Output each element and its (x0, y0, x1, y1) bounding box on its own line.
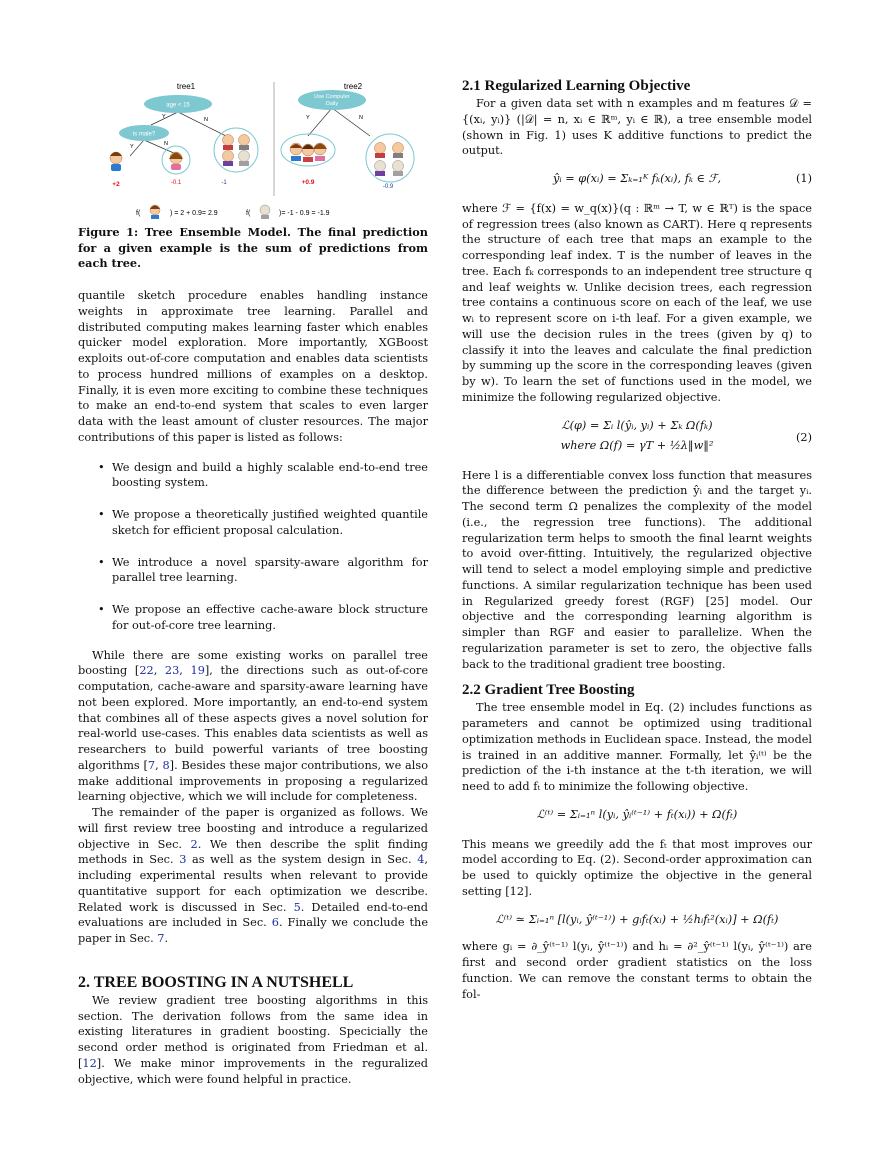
citation-link[interactable]: 12 (82, 1056, 97, 1070)
equation-2: ℒ(φ) = Σᵢ l(ŷᵢ, yᵢ) + Σₖ Ω(fₖ) where Ω(f) = γT + ½λ‖w‖² (2) (560, 418, 812, 452)
svg-text:Y: Y (306, 115, 310, 121)
leaf-score-1: +2 (112, 181, 120, 188)
section-link[interactable]: 4 (417, 853, 425, 867)
formula-boy-icon (150, 205, 160, 219)
left-column (78, 0, 428, 1155)
leaf-score-3: -1 (221, 180, 227, 186)
paragraph-organization: The remainder of the paper is organized as follows. We will first review tree boosting and introduce a regularized objective in Sec. 2. We then describe the split finding methods in Sec. 3 as well as the system design in Sec. 4, including experimental results when relevant to provide quantitative support for each optimization we describe. Related work is discussed in Sec. 5. Detailed end-to-end evaluations are included in Sec. 6. Finally we conclude the paper in Sec. 7. (78, 806, 429, 945)
svg-text:Y: Y (130, 144, 134, 150)
paragraph-greedy: This means we greedily add the fₜ that most improves our model according to Eq. (2). Second-order approximation can be used to quickly optimize the objective in the general setting [12]. (462, 837, 812, 898)
list-item: • We propose an effective cache-aware block structure for out-of-core tree learning. (78, 602, 428, 634)
tree2-root-node (298, 90, 366, 110)
paragraph-dataset: For a given data set with n examples and m features 𝒟 = {(xᵢ, yᵢ)} (|𝒟| = n, xᵢ ∈ ℝᵐ, yᵢ ∈ ℝ), a tree ensemble model (shown in Fig. 1) uses K additive functions to predict the output. (462, 97, 812, 158)
leaf-score-5: -0.9 (382, 184, 394, 190)
list-item: • We propose a theoretically justified weighted quantile sketch for efficient proposal calculation. (78, 507, 428, 539)
leaf-score-2: -0.1 (170, 180, 182, 186)
svg-text:age < 15: age < 15 (166, 102, 190, 109)
citation-link[interactable]: 19 (190, 664, 205, 678)
section-link[interactable]: 6 (271, 916, 279, 930)
formula-left-prefix: f( (136, 210, 141, 217)
tree-ensemble-figure (98, 78, 428, 230)
section-link[interactable]: 2 (190, 837, 198, 851)
citation-link[interactable]: 22 (139, 664, 154, 678)
equation-1: ŷᵢ = φ(xᵢ) = Σₖ₌₁ᴷ fₖ(xᵢ), fₖ ∈ ℱ, (1) (552, 172, 812, 185)
section-link[interactable]: 5 (293, 900, 301, 914)
svg-text:N: N (359, 115, 363, 121)
figure-caption: Figure 1: Tree Ensemble Model. The final prediction for a given example is the sum of predictions from each tree. (78, 225, 428, 270)
svg-text:is male?: is male? (132, 131, 156, 138)
contributions-list (78, 460, 428, 634)
subsection-heading-2-1: 2.1 Regularized Learning Objective (462, 78, 691, 94)
paragraph-related: While there are some existing works on parallel tree boosting [22, 23, 19], the directions such as out-of-core computation, cache-aware and sparsity-aware learning have not been explored. More importantly, an end-to-end system that combines all of these aspects gives a novel solution for real-world use-cases. This enables data scientists as well as researchers to build powerful variants of tree boosting algorithms [7, 8]. Besides these major contributions, we also make additional improvements in proposing a regularized learning objective, which we will include for completeness. (78, 648, 429, 804)
paragraph-gradients: where gᵢ = ∂_ŷ⁽ᵗ⁻¹⁾ l(yᵢ, ŷ⁽ᵗ⁻¹⁾) and hᵢ = ∂²_ŷ⁽ᵗ⁻¹⁾ l(yᵢ, ŷ⁽ᵗ⁻¹⁾) are first and second order gradient statistics on the loss function. We can remove the constant terms to obtain the fol- (462, 940, 812, 1001)
paragraph-regression-trees: where ℱ = {f(x) = w_q(x)}(q : ℝᵐ → T, w ∈ ℝᵀ) is the space of regression trees (also known as CART). Here q represents the structure of each tree that maps an example to the corresponding leaf index. T is the number of leaves in the tree. Each fₖ corresponds to an independent tree structure q and leaf weights w. Unlike decision trees, each regression tree contains a continuous score on each of the leaf, we use wᵢ to represent score on i-th leaf. For a given example, we will use the decision rules in the trees (given by q) to classify it into the leaves and calculate the final prediction by summing up the score in the corresponding leaves (given by w). To learn the set of functions used in the model, we minimize the following regularized objective. (462, 201, 812, 404)
formula-grandpa-icon (260, 205, 270, 219)
formula-left: ) = 2 + 0.9= 2.9 (170, 210, 218, 217)
leaf-young-icon (281, 134, 335, 166)
section-intro-paragraph: We review gradient tree boosting algorithms in this section. The derivation follows from the same idea in existing literatures in gradient boosting. Specicially the second order method is originated from Friedman et al. [12]. We make minor improvements in the reguralized objective, which were found helpful in practice. (78, 993, 428, 1086)
leaf-old-icon (366, 134, 414, 182)
section-heading: 2. TREE BOOSTING IN A NUTSHELL (78, 973, 354, 991)
paragraph-loss: Here l is a differentiable convex loss function that measures the difference between the prediction ŷᵢ and the target yᵢ. The second term Ω penalizes the complexity of the model (i.e., the regression tree functions). The additional regularization term helps to smooth the final learnt weights to avoid over-fitting. Intuitively, the regularized objective will tend to select a model employing simple and predictive functions. A similar regularization technique has been used in Regularized greedy forest (RGF) [25] model. Our objective and the corresponding learning algorithm is simpler than RGF and easier to parallelize. When the regularization parameter is set to zero, the objective falls back to the traditional gradient tree boosting. (462, 468, 812, 671)
equation-number: (2) (795, 430, 812, 444)
list-item: • We design and build a highly scalable end-to-end tree boosting system. (78, 460, 428, 492)
leaf-boy-icon (110, 152, 122, 171)
paragraph-additive: The tree ensemble model in Eq. (2) includes functions as parameters and cannot be optimized using traditional optimization methods in Euclidean space. Instead, the model is trained in an additive manner. Formally, let ŷᵢ⁽ᵗ⁾ be the prediction of the i-th instance at the t-th iteration, we will need to add fₜ to minimize the following objective. (462, 701, 812, 793)
svg-text:N: N (204, 117, 208, 123)
citation-link[interactable]: 23 (164, 664, 180, 678)
leaf-score-4: +0.9 (301, 179, 315, 186)
equation-4: ℒ⁽ᵗ⁾ ≃ Σᵢ₌₁ⁿ [l(yᵢ, ŷ⁽ᵗ⁻¹⁾) + gᵢfₜ(xᵢ) + ½hᵢfₜ²(xᵢ)] + Ω(fₜ) (495, 912, 779, 926)
intro-paragraph: quantile sketch procedure enables handling instance weights in approximate tree learning. Parallel and distributed computing makes learning faster which enables quicker model exploration. More importantly, XGBoost exploits out-of-core computation and enables data scientists to process hundred millions of examples on a desktop. Finally, it is even more exciting to combine these techniques to make an end-to-end system that scales to even larger data with the least amount of cluster resources. The major contributions of this paper is listed as follows: (78, 289, 428, 444)
citation-link[interactable]: 7 (147, 758, 156, 772)
formula-right: )= -1 - 0.9 = -1.9 (279, 210, 330, 217)
subsection-heading-2-2: 2.2 Gradient Tree Boosting (462, 682, 635, 699)
formula-right-prefix: f( (246, 210, 251, 217)
svg-text:Use Computer: Use Computer (314, 94, 350, 100)
right-column (462, 76, 812, 1002)
svg-text:Daily: Daily (325, 101, 339, 107)
section-link[interactable]: 7 (157, 932, 165, 945)
equation-number: (1) (795, 172, 812, 185)
tree1-label: tree1 (176, 82, 196, 91)
leaf-girl-icon (162, 146, 190, 174)
leaf-adults-icon (214, 128, 258, 172)
citation-link[interactable]: 8 (162, 758, 170, 772)
svg-text:N: N (164, 141, 168, 147)
svg-text:Y: Y (162, 114, 166, 120)
equation-3: ℒ⁽ᵗ⁾ = Σᵢ₌₁ⁿ l(yᵢ, ŷᵢ⁽ᵗ⁻¹⁾ + fₜ(xᵢ)) + Ω(fₜ) (536, 807, 738, 821)
section-link[interactable]: 3 (179, 853, 187, 867)
list-item: • We introduce a novel sparsity-aware algorithm for parallel tree learning. (78, 555, 428, 587)
tree2-label: tree2 (343, 82, 363, 91)
